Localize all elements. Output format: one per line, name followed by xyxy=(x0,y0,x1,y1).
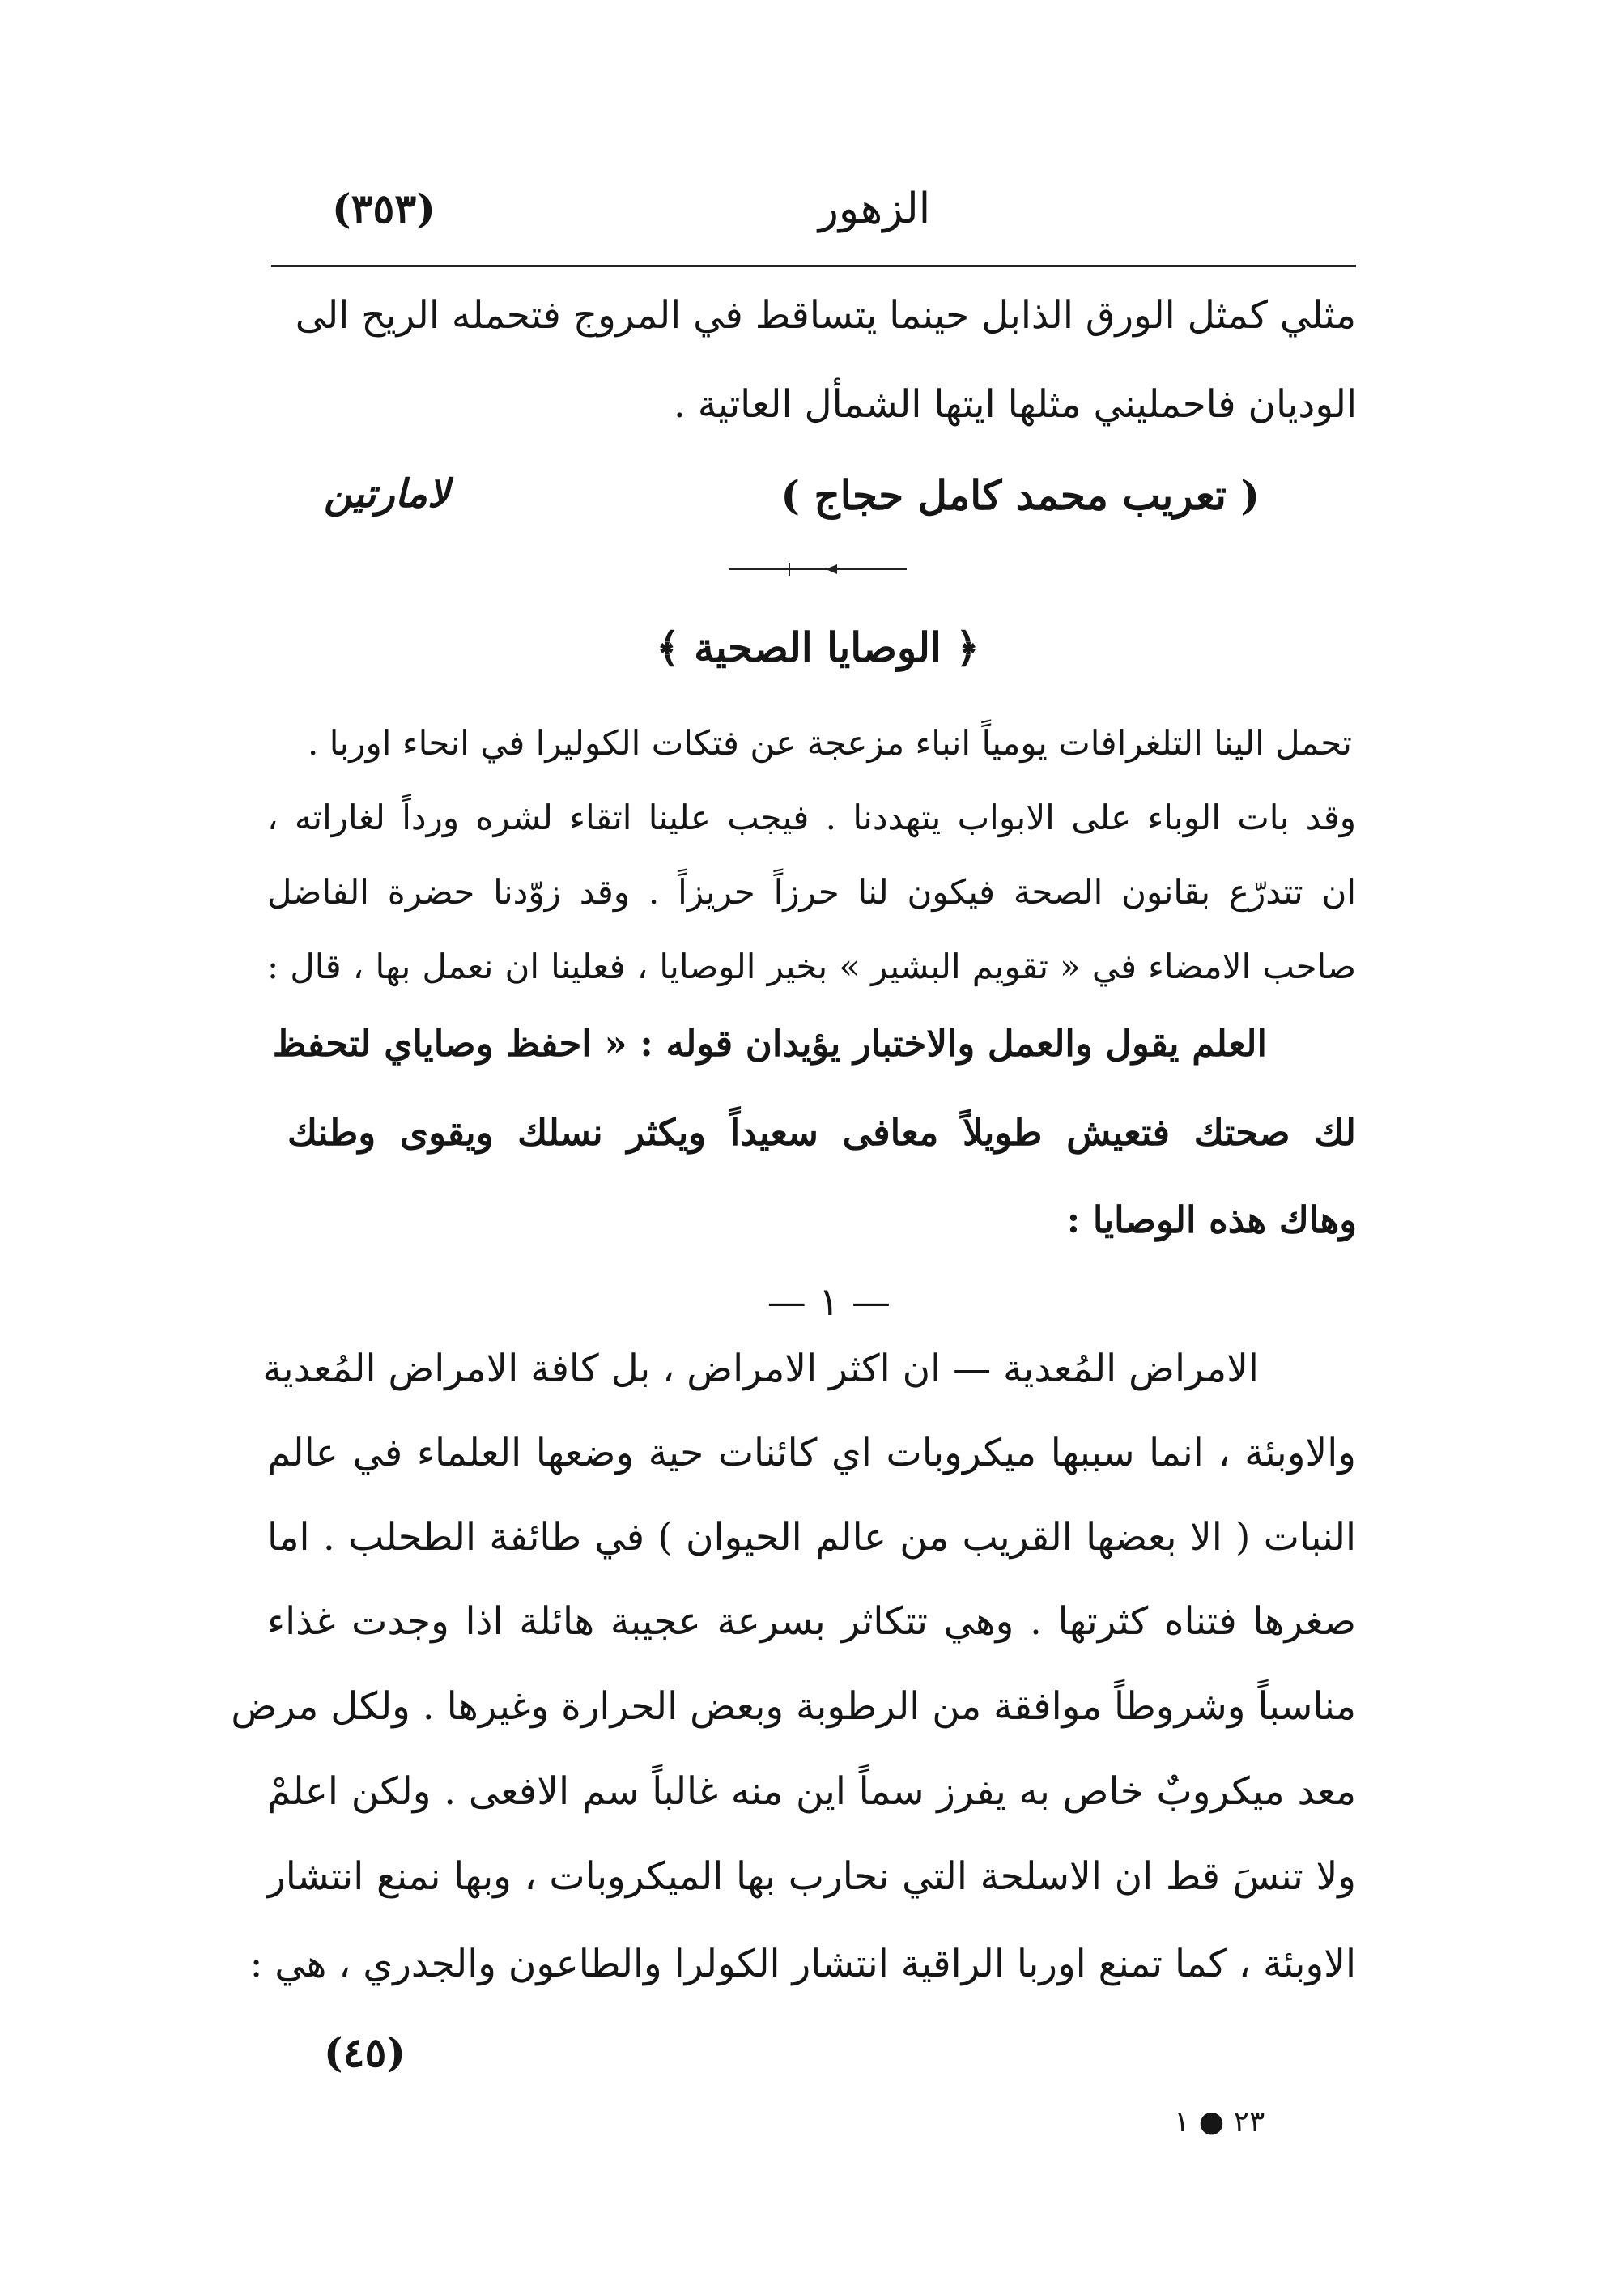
text-line: النبات ( الا بعضها القريب من عالم الحيوان ) في طائفة الطحلب . اما xyxy=(267,1515,1356,1560)
text-line: لك صحتك فتعيش طويلاً معافى سعيداً ويكثر نسلك ويقوى وطنك xyxy=(287,1111,1356,1154)
text-line: صغرها فتناه كثرتها . وهي تتكاثر بسرعة عجيبة هائلة اذا وجدت غذاء xyxy=(267,1599,1356,1644)
header-rule xyxy=(271,265,1356,267)
translator-credit: ( تعريب محمد كامل حجاج ) xyxy=(780,471,1260,519)
text-line: العلم يقول والعمل والاختبار يؤيدان قوله : « احفظ وصاياي لتحفظ xyxy=(272,1022,1267,1065)
text-line: الوديان فاحمليني مثلها ايتها الشمأل العاتية . xyxy=(673,382,1357,427)
text-line: وقد بات الوباء على الابواب يتهددنا . فيجب علينا اتقاء لشره ورداً لغاراته ، xyxy=(267,798,1356,837)
text-line: وهاك هذه الوصايا : xyxy=(1066,1198,1357,1241)
page-number: (٣٥٣) xyxy=(332,185,436,232)
text-line: الاوبئة ، كما تمنع اوربا الراقية انتشار الكولرا والطاعون والجدري ، هي : xyxy=(249,1942,1356,1986)
text-line: صاحب الامضاء في « تقويم البشير » بخير الوصايا ، فعلينا ان نعمل بها ، قال : xyxy=(267,947,1356,986)
text-line: مثلي كمثل الورق الذابل حينما يتساقط في المروج فتحمله الريح الى xyxy=(295,293,1356,338)
text-line: معد ميكروبٌ خاص به يفرز سماً اين منه غالباً سم الافعى . ولكن اعلمْ xyxy=(267,1769,1356,1814)
page-header xyxy=(267,185,1360,266)
text-line: والاوبئة ، انما سببها ميكروبات اي كائنات حية وضعها العلماء في عالم xyxy=(267,1431,1356,1475)
item-numeral: — ١ — xyxy=(767,1279,891,1325)
section-title: ﴿ الوصايا الصحية ﴾ xyxy=(656,624,980,671)
author-name: لامارتين xyxy=(324,471,450,517)
text-line: مناسباً وشروطاً موافقة من الرطوبة وبعض الحرارة وغيرها . ولكل مرض xyxy=(231,1684,1356,1729)
text-line: ولا تنسَ قط ان الاسلحة التي نحارب بها الميكروبات ، وبها نمنع انتشار xyxy=(267,1854,1356,1899)
text-line: تحمل الينا التلغرافات يومياً انباء مزعجة عن فتكات الكوليرا في انحاء اوربا . xyxy=(308,723,1352,763)
text-line: الامراض المُعدية — ان اكثر الامراض ، بل كافة الامراض المُعدية xyxy=(262,1347,1259,1391)
divider-ornament-icon xyxy=(729,561,907,577)
signature-mark: ٢٣ ● ١ xyxy=(1174,2105,1265,2139)
text-line: ان تتدرّع بقانون الصحة فيكون لنا حرزاً حريزاً . وقد زوّدنا حضرة الفاضل xyxy=(267,872,1356,912)
running-title: الزهور xyxy=(818,185,931,233)
sheet-number: (٤٥) xyxy=(324,2028,406,2076)
